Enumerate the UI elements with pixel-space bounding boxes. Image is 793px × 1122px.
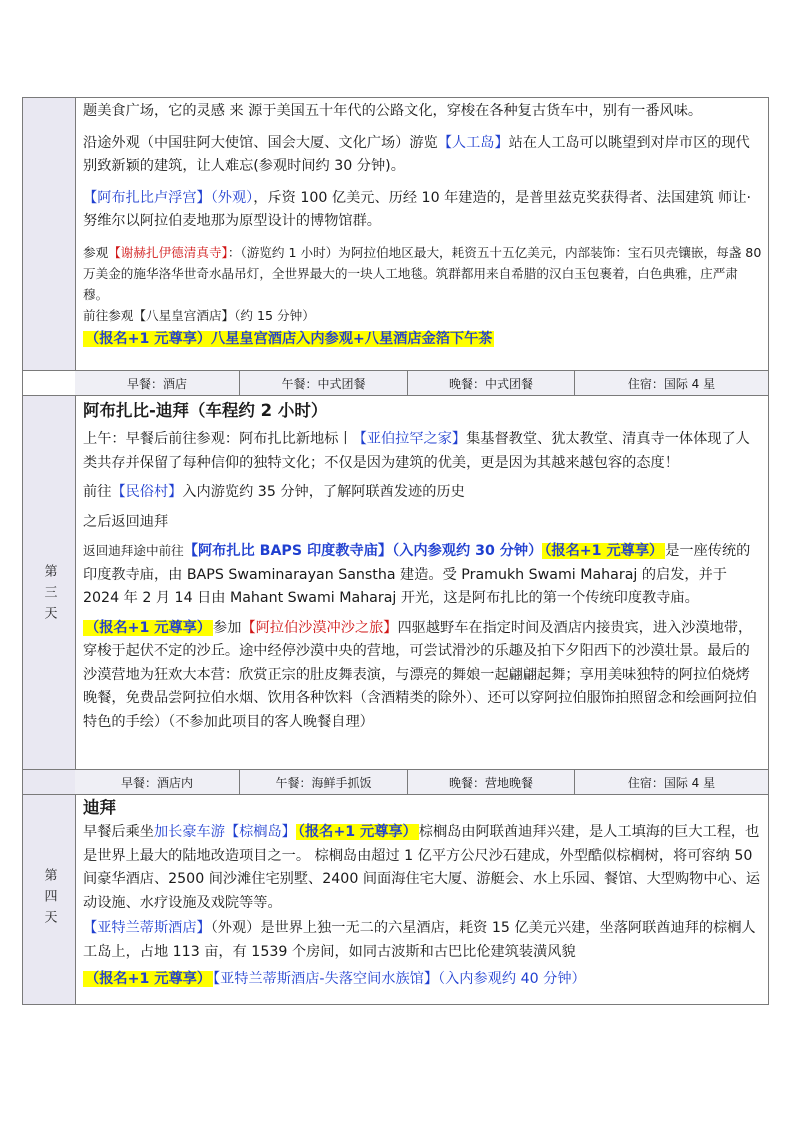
day2-mosque-text: 参观【谢赫扎伊德清真寺】：（游览约 1 小时）为阿拉伯地区最大，耗资五十五亿美元，内部装饰：宝石贝壳镶嵌，每盏 80 万美金的施华洛华世奇水晶吊灯，全世界最大的一块人工地毯。筑群都用来自希腊的汉白玉包裹着，白色典雅，庄严肃穆。	[83, 244, 762, 302]
day4-row	[23, 795, 768, 1004]
day3-desert-text: （报名+1 元尊享） 参加【阿拉伯沙漠冲沙之旅】四驱越野车在指定时间及酒店内接贵宾，进入沙漠地带，穿梭于起伏不定的沙丘。途中经停沙漠中央的营地，可尝试滑沙的乐趣及拍下夕阳西下的沙漠壮景。最后的沙漠营地为狂欢大本营：欣赏正宗的肚皮舞表演，与漂亮的舞娘一起翩翩起舞；享用美味独特的阿拉伯烧烤晚餐，免费品尝阿拉伯水烟、饮用各种饮料（含酒精类的除外）、还可以穿阿拉伯服饰拍照留念和绘画阿拉伯特色的手绘）（不参加此项目的客人晚餐自理）	[83, 619, 757, 730]
abraham-house-link: 【亚伯拉罕之家】	[352, 431, 467, 447]
day4-aquarium-text	[83, 968, 762, 992]
day3-row	[23, 396, 768, 794]
day4-label: 第四天	[41, 868, 57, 931]
day3-hotel: 住宿：国际 4 星	[627, 775, 716, 790]
day2-palace-text: 前往参观【八星皇宫酒店】（约 15 分钟）	[83, 307, 315, 323]
day4-label-cell	[23, 795, 76, 1004]
day3-label: 第三天	[41, 563, 57, 627]
itinerary-table	[22, 97, 769, 1005]
day4-palm-upgrade: （报名+1 元尊享）	[297, 824, 417, 840]
day3-title: 阿布扎比-迪拜（车程约 2 小时）	[83, 401, 328, 420]
day3-desert-upgrade: （报名+1 元尊享）	[85, 619, 212, 636]
day2-meals-row	[75, 371, 768, 395]
day3-folk-village-text: 前往【民俗村】入内游览约 35 分钟，了解阿联酋发迹的历史	[83, 484, 465, 500]
day2-hotel: 住宿：国际 4 星	[627, 376, 716, 391]
day2-breakfast: 早餐：酒店	[75, 371, 240, 395]
day4-palm-text: 早餐后乘坐加长豪车游【棕榈岛】 （报名+1 元尊享） 棕榈岛由阿联酋迪拜兴建，是人工填海的巨大工程，也是世界上最大的陆地改造项目之一。 棕榈岛由超过 1 亿平方公尺沙石建成，外型酷似棕榈树，将可容纳 50 间豪华酒店、2500 间沙滩住宅别墅、2400 间面海住宅大厦、游艇会、水上乐园、餐馆、大型购物中心、运动设施、水疗设施及戏院等等。	[83, 824, 761, 911]
palm-island-link: 【棕榈岛】	[224, 824, 296, 840]
day3-abraham-text: 上午：早餐后前往参观：阿布扎比新地标丨【亚伯拉罕之家】集基督教堂、犹太教堂、清真寺一体体现了人类共存并保留了每种信仰的独特文化；不仅是因为建筑的优美，更是因为其越来越包容的态度！	[83, 431, 750, 471]
day2-dinner: 晚餐：中式团餐	[408, 371, 575, 395]
day2-food-plaza-text: 题美食广场，它的灵感 来 源于美国五十年代的公路文化，穿梭在各种复古货车中，别有一番风味。	[83, 103, 703, 119]
louvre-link: 【阿布扎比卢浮宫】（外观）	[83, 189, 254, 206]
artificial-island-link: 【人工岛】	[437, 134, 509, 151]
day2-label-cell	[23, 98, 76, 370]
baps-temple-link: 【阿布扎比 BAPS 印度教寺庙】（入内参观约 30 分钟）	[183, 543, 543, 559]
day4-atlantis-text: 【亚特兰蒂斯酒店】（外观）是世界上独一无二的六星酒店，耗资 15 亿美元兴建，坐落阿联酋迪拜的棕榈人工岛上，占地 113 亩，有 1539 个房间，如同古波斯和古巴比伦建筑装潢风貌	[83, 920, 756, 960]
day3-meals-row	[75, 770, 768, 794]
folk-village-link: 【民俗村】	[111, 484, 183, 500]
atlantis-link: 【亚特兰蒂斯酒店】	[83, 920, 211, 936]
day2-row	[23, 98, 768, 370]
desert-safari-link: 【阿拉伯沙漠冲沙之旅】	[241, 619, 398, 636]
day2-upgrade-highlight: （报名+1 元尊享）八星皇宫酒店入内参观+八星酒店金箔下午茶	[85, 330, 493, 347]
day3-return-text: 之后返回迪拜	[83, 513, 169, 530]
day2-artificial-island-text: 沿途外观（中国驻阿大使馆、国会大厦、文化广场）游览【人工岛】站在人工岛可以眺望到对岸市区的现代别致新颖的建筑，让人难忘(参观时间约 30 分钟)。	[83, 134, 750, 174]
day3-temple-upgrade: （报名+1 元尊享）	[544, 543, 664, 559]
lost-chambers-link: 【亚特兰蒂斯酒店-失落空间水族馆】（入内参观约 40 分钟）	[213, 971, 586, 987]
day4-aquarium-upgrade: （报名+1 元尊享）	[85, 971, 212, 987]
day3-dinner: 晚餐：营地晚餐	[408, 770, 575, 794]
day3-label-cell	[23, 396, 76, 794]
day3-lunch: 午餐：海鲜手抓饭	[240, 770, 408, 794]
day4-title: 迪拜	[83, 798, 116, 817]
day2-lunch: 午餐：中式团餐	[240, 371, 408, 395]
mosque-link: 【谢赫扎伊德清真寺】	[108, 244, 228, 260]
day3-breakfast: 早餐：酒店内	[75, 770, 240, 794]
day3-temple-text: 返回迪拜途中前往【阿布扎比 BAPS 印度教寺庙】（入内参观约 30 分钟） （报名+1 元尊享） 是一座传统的印度教寺庙，由 BAPS Swaminarayan Sanstha 建造。受 Pramukh Swami Maharaj 的启发，并于 2024 年 2 月 14 日由 Mahant Swami Maharaj 开光，这是阿布扎比的第一个传统印度教寺庙。	[83, 543, 751, 606]
limo-link: 加长豪车游	[153, 824, 225, 840]
day2-louvre-text: 【阿布扎比卢浮宫】（外观），斥资 100 亿美元、历经 10 年建造的，是普里兹克奖获得者、法国建筑 师让·努维尔以阿拉伯麦地那为原型设计的博物馆群。	[83, 189, 752, 229]
